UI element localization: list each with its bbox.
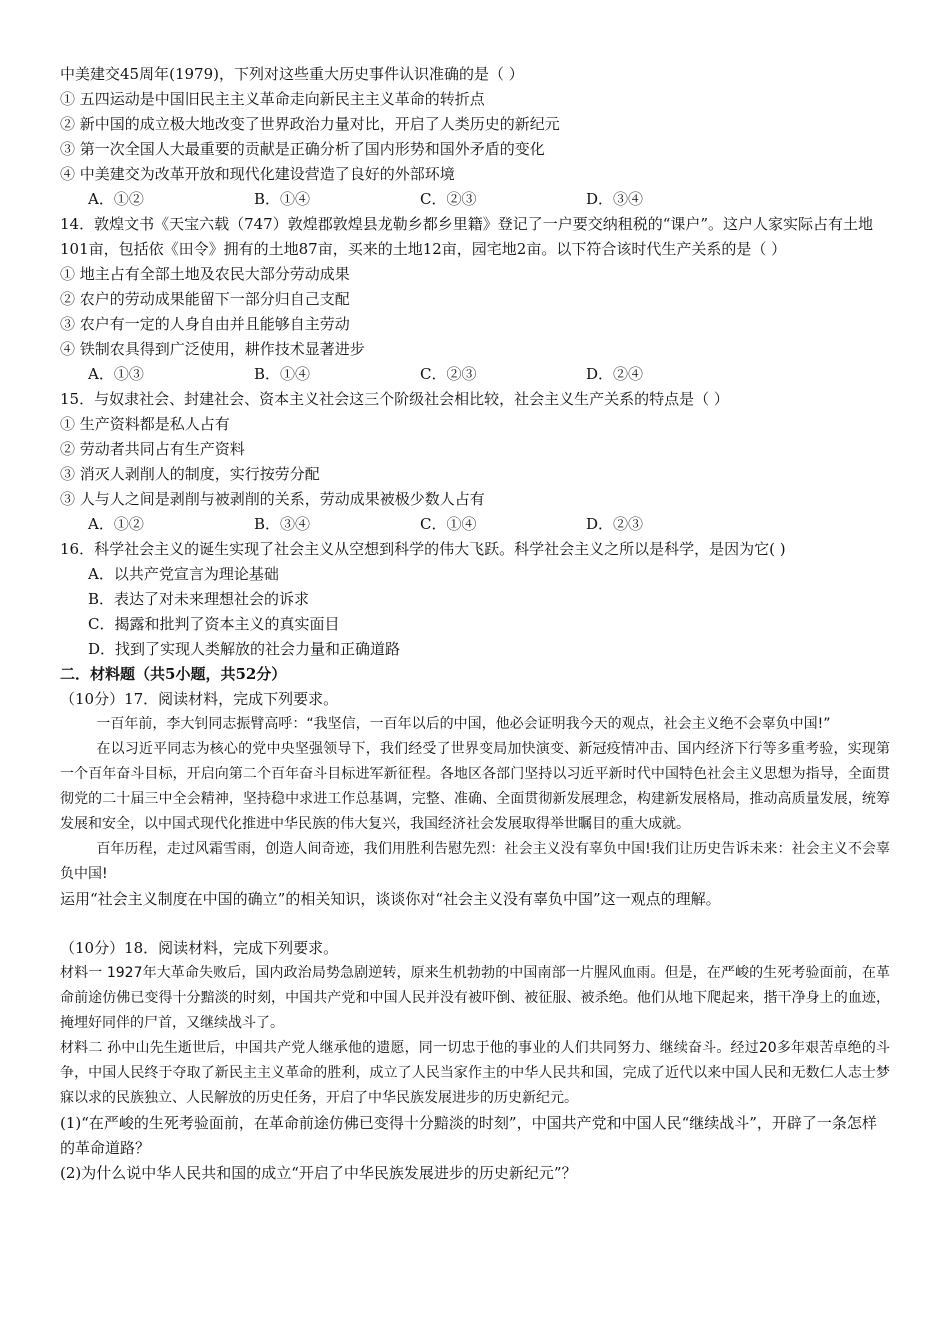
q13-option-c: C．②③ bbox=[420, 190, 477, 208]
q13-item-4: ④ 中美建交为改革开放和现代化建设营造了良好的外部环境 bbox=[60, 165, 455, 183]
q14-option-d: D．②④ bbox=[586, 365, 644, 383]
spacer bbox=[60, 912, 890, 936]
q14-options bbox=[60, 362, 890, 387]
section-2-title: 二．材料题（共5小题，共52分） bbox=[60, 665, 287, 683]
q15-option-c: C．①④ bbox=[420, 515, 477, 533]
q14-option-b: B．①④ bbox=[254, 365, 311, 383]
q16-option-b: B．表达了对未来理想社会的诉求 bbox=[88, 590, 310, 608]
q13-options bbox=[60, 187, 890, 212]
q17-para-3: 百年历程，走过风霜雪雨，创造人间奇迹，我们用胜利告慰先烈：社会主义没有辜负中国!我们让历史告诉未来：社会主义不会辜负中国! bbox=[60, 841, 890, 882]
q18-head: （10分）18．阅读材料，完成下列要求。 bbox=[60, 939, 339, 957]
q15-stem: 15．与奴隶社会、封建社会、资本主义社会这三个阶级社会相比较，社会主义生产关系的特点是（ ） bbox=[60, 390, 729, 408]
q15-item-3: ③ 消灭人剥削人的制度，实行按劳分配 bbox=[60, 465, 320, 483]
q18-material-2: 材料二 孙中山先生逝世后，中国共产党人继承他的遗愿，同一切忠于他的事业的人们共同努力、继续奋斗。经过20多年艰苦卓绝的斗争，中国人民终于夺取了新民主主义革命的胜利，成立了人民当家作主的中华人民共和国，完成了近代以来中国人民和无数仁人志士梦寐以求的民族独立、人民解放的历史任务，开启了中华民族发展进步的历史新纪元。 bbox=[60, 1040, 890, 1106]
q13-stem-tail: 中美建交45周年(1979)，下列对这些重大历史事件认识准确的是（ ） bbox=[60, 65, 524, 83]
q16-option-a: A．以共产党宣言为理论基础 bbox=[88, 565, 279, 583]
q17-para-2: 在以习近平同志为核心的党中央坚强领导下，我们经受了世界变局加快演变、新冠疫情冲击、国内经济下行等多重考验，实现第一个百年奋斗目标，开启向第二个百年奋斗目标进军新征程。各地区各部门坚持以习近平新时代中国特色社会主义思想为指导，全面贯彻党的二十届三中全会精神，坚持稳中求进工作总基调，完整、准确、全面贯彻新发展理念，构建新发展格局，推动高质量发展，统筹发展和安全，以中国式现代化推进中华民族的伟大复兴，我国经济社会发展取得举世瞩目的重大成就。 bbox=[60, 741, 890, 832]
q13-option-d: D．③④ bbox=[586, 190, 644, 208]
q16-option-d: D．找到了实现人类解放的社会力量和正确道路 bbox=[88, 640, 401, 658]
q18-sub-question-1: (1)“在严峻的生死考验面前，在革命前途仿佛已变得十分黯淡的时刻”，中国共产党和中国人民“继续战斗”，开辟了一条怎样的革命道路？ bbox=[60, 1114, 877, 1157]
q17-head: （10分）17．阅读材料，完成下列要求。 bbox=[60, 690, 339, 708]
q15-item-4: ③ 人与人之间是剥削与被剥削的关系，劳动成果被极少数人占有 bbox=[60, 490, 485, 508]
q17-question: 运用“社会主义制度在中国的确立”的相关知识，谈谈你对“社会主义没有辜负中国”这一观点的理解。 bbox=[60, 890, 721, 908]
q16-stem: 16．科学社会主义的诞生实现了社会主义从空想到科学的伟大飞跃。科学社会主义之所以是科学，是因为它( ) bbox=[60, 540, 786, 558]
q14-item-2: ② 农户的劳动成果能留下一部分归自己支配 bbox=[60, 290, 350, 308]
q18-sub-question-2: (2)为什么说中华人民共和国的成立“开启了中华民族发展进步的历史新纪元”？ bbox=[60, 1164, 577, 1182]
q18-material-1: 材料一 1927年大革命失败后，国内政治局势急剧逆转，原来生机勃勃的中国南部一片腥风血雨。但是，在严峻的生死考验面前，在革命前途仿佛已变得十分黯淡的时刻，中国共产党和中国人民并没有被吓倒、被征服、被杀绝。他们从地下爬起来，揩干净身上的血迹，掩埋好同伴的尸首，又继续战斗了。 bbox=[60, 965, 890, 1031]
q13-item-3: ③ 第一次全国人大最重要的贡献是正确分析了国内形势和国外矛盾的变化 bbox=[60, 140, 545, 158]
q17-para-1: 一百年前，李大钊同志振臂高呼：“我坚信，一百年以后的中国，他必会证明我今天的观点，社会主义绝不会辜负中国!” bbox=[96, 716, 831, 732]
q15-option-a: A．①② bbox=[88, 515, 144, 533]
q14-item-1: ① 地主占有全部土地及农民大部分劳动成果 bbox=[60, 265, 350, 283]
q15-item-2: ② 劳动者共同占有生产资料 bbox=[60, 440, 245, 458]
q16-option-c: C．揭露和批判了资本主义的真实面目 bbox=[88, 615, 340, 633]
q13-item-1: ① 五四运动是中国旧民主主义革命走向新民主主义革命的转折点 bbox=[60, 90, 485, 108]
q14-stem: 14．敦煌文书《天宝六载（747）敦煌郡敦煌县龙勒乡都乡里籍》登记了一户要交纳租税的“课户”。这户人家实际占有土地101亩，包括依《田令》拥有的土地87亩，买来的土地12亩，园宅地2亩。以下符合该时代生产关系的是（ ） bbox=[60, 215, 874, 258]
q13-option-a: A．①② bbox=[88, 190, 144, 208]
q15-options bbox=[60, 512, 890, 537]
q14-option-c: C．②③ bbox=[420, 365, 477, 383]
q14-option-a: A．①③ bbox=[88, 365, 144, 383]
q15-item-1: ① 生产资料都是私人占有 bbox=[60, 415, 230, 433]
q15-option-b: B．③④ bbox=[254, 515, 311, 533]
q13-option-b: B．①④ bbox=[254, 190, 311, 208]
q14-item-4: ④ 铁制农具得到广泛使用，耕作技术显著进步 bbox=[60, 340, 365, 358]
q14-item-3: ③ 农户有一定的人身自由并且能够自主劳动 bbox=[60, 315, 350, 333]
q13-item-2: ② 新中国的成立极大地改变了世界政治力量对比，开启了人类历史的新纪元 bbox=[60, 115, 560, 133]
q15-option-d: D．②③ bbox=[586, 515, 644, 533]
